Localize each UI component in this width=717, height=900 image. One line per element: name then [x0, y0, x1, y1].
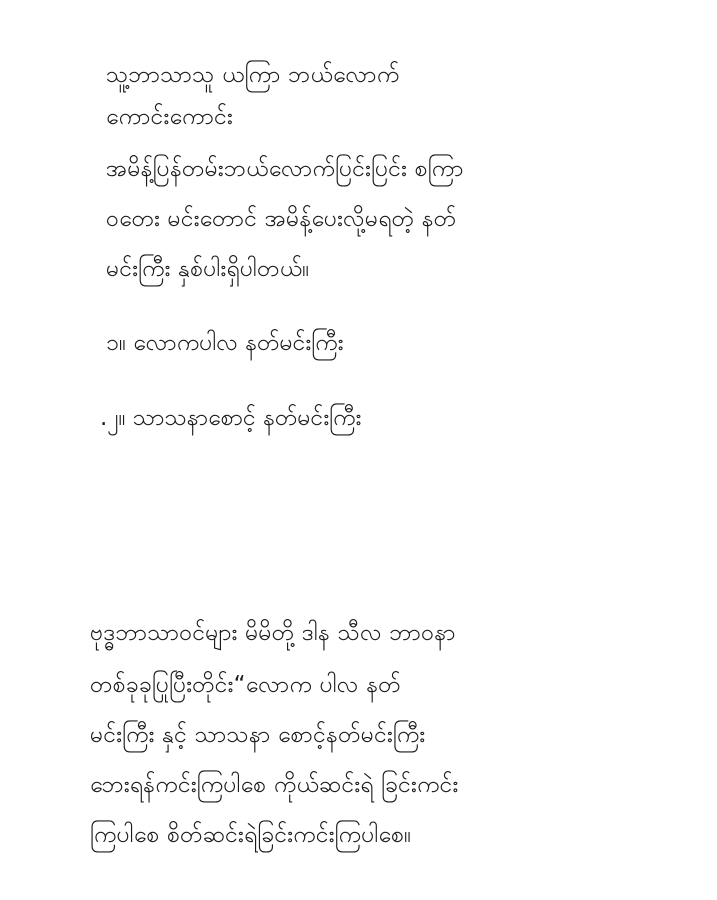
intro-line: သူ့ဘာသာသူ ယကြာ ဘယ်လောက် — [106, 62, 400, 88]
intro-line: ဝတေး မင်းတောင် အမိန့်ပေးလို့မရတဲ့ နတ် — [106, 206, 457, 232]
intro-line: အမိန့်ပြန်တမ်းဘယ်လောက်ပြင်းပြင်း စကြာ — [106, 156, 464, 182]
list-item: ၁။ လောကပါလ နတ်မင်းကြီး — [106, 330, 344, 356]
blessing-line: မင်းကြီး နှင့် သာသနာ စောင့်နတ်မင်းကြီး — [90, 722, 426, 748]
blessing-line: တစ်ခုခုပြုပြီးတိုင်း“လောက ပါလ နတ် — [90, 672, 401, 698]
blessing-line: ကြပါစေ စိတ်ဆင်းရဲခြင်းကင်းကြပါစေ။ — [90, 822, 412, 848]
intro-line: ကောင်းကောင်း — [106, 104, 233, 130]
intro-line: မင်းကြီး နှစ်ပါးရှိပါတယ်။ — [106, 256, 310, 282]
blessing-line: ဘေးရန်ကင်းကြပါစေ ကိုယ်ဆင်းရဲ ခြင်းကင်း — [90, 772, 459, 798]
list-item: .၂။ သာသနာစောင့် နတ်မင်းကြီး — [100, 405, 362, 431]
blessing-line: ဗုဒ္ဓဘာသာဝင်များ မိမိတို့ ဒါန သီလ ဘာဝနာ — [90, 620, 456, 646]
